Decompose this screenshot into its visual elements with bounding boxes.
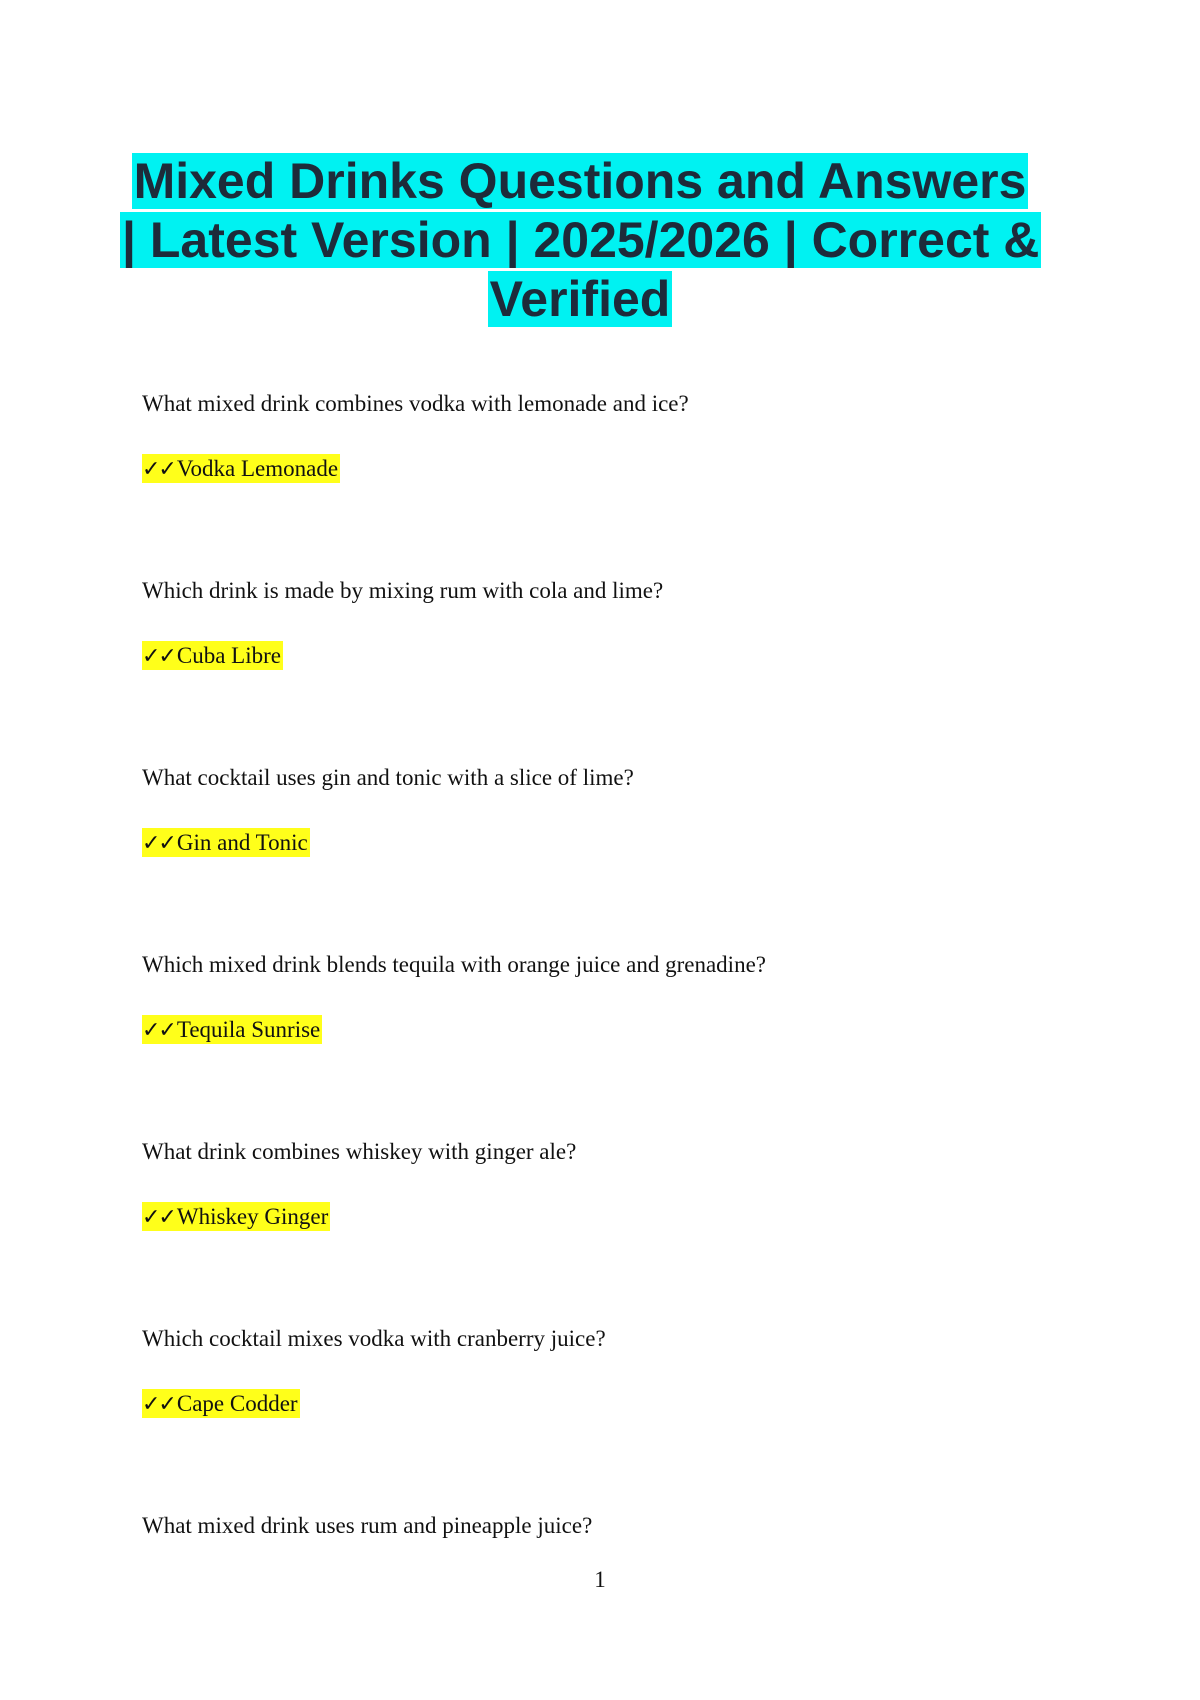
answer-text	[142, 1387, 300, 1422]
double-check-icon: ✓✓	[142, 1205, 175, 1230]
answer-text	[142, 639, 283, 674]
answer-text	[142, 1013, 322, 1048]
answer-label: Vodka Lemonade	[176, 456, 339, 481]
answer-label: Tequila Sunrise	[176, 1017, 321, 1042]
qa-item	[142, 577, 1062, 764]
answer-text	[142, 452, 340, 487]
question-text: What mixed drink combines vodka with lemonade and ice?	[142, 391, 689, 416]
qa-item	[142, 1325, 1062, 1512]
answer-highlight	[142, 641, 283, 670]
question-text: What mixed drink uses rum and pineapple juice?	[142, 1513, 593, 1538]
answer-text	[142, 1200, 330, 1235]
question-text: Which mixed drink blends tequila with orange juice and grenadine?	[142, 952, 766, 977]
document-title	[120, 152, 1040, 329]
question-text: What drink combines whiskey with ginger ale?	[142, 1139, 577, 1164]
double-check-icon: ✓✓	[142, 1018, 175, 1043]
answer-label: Gin and Tonic	[176, 830, 308, 855]
qa-item	[142, 1138, 1062, 1325]
answer-highlight	[142, 828, 310, 857]
answer-highlight	[142, 1202, 330, 1231]
question-text: Which cocktail mixes vodka with cranberry juice?	[142, 1326, 606, 1351]
answer-text	[142, 826, 310, 861]
question-text: What cocktail uses gin and tonic with a slice of lime?	[142, 765, 634, 790]
double-check-icon: ✓✓	[142, 644, 175, 669]
qa-item	[142, 951, 1062, 1138]
qa-list	[142, 390, 1062, 1699]
question-text: Which drink is made by mixing rum with cola and lime?	[142, 578, 664, 603]
qa-item	[142, 390, 1062, 577]
page-number: 1	[594, 1567, 606, 1592]
double-check-icon: ✓✓	[142, 457, 175, 482]
answer-label: Cape Codder	[176, 1391, 298, 1416]
answer-highlight	[142, 1015, 322, 1044]
double-check-icon: ✓✓	[142, 1392, 175, 1417]
answer-label: Cuba Libre	[176, 643, 281, 668]
answer-highlight	[142, 1389, 300, 1418]
answer-label: Whiskey Ginger	[176, 1204, 329, 1229]
qa-item	[142, 764, 1062, 951]
title-highlight: Mixed Drinks Questions and Answers | Latest Version | 2025/2026 | Correct & Verified	[122, 153, 1040, 327]
answer-highlight	[142, 454, 340, 483]
double-check-icon: ✓✓	[142, 831, 175, 856]
qa-item	[142, 1512, 1062, 1699]
